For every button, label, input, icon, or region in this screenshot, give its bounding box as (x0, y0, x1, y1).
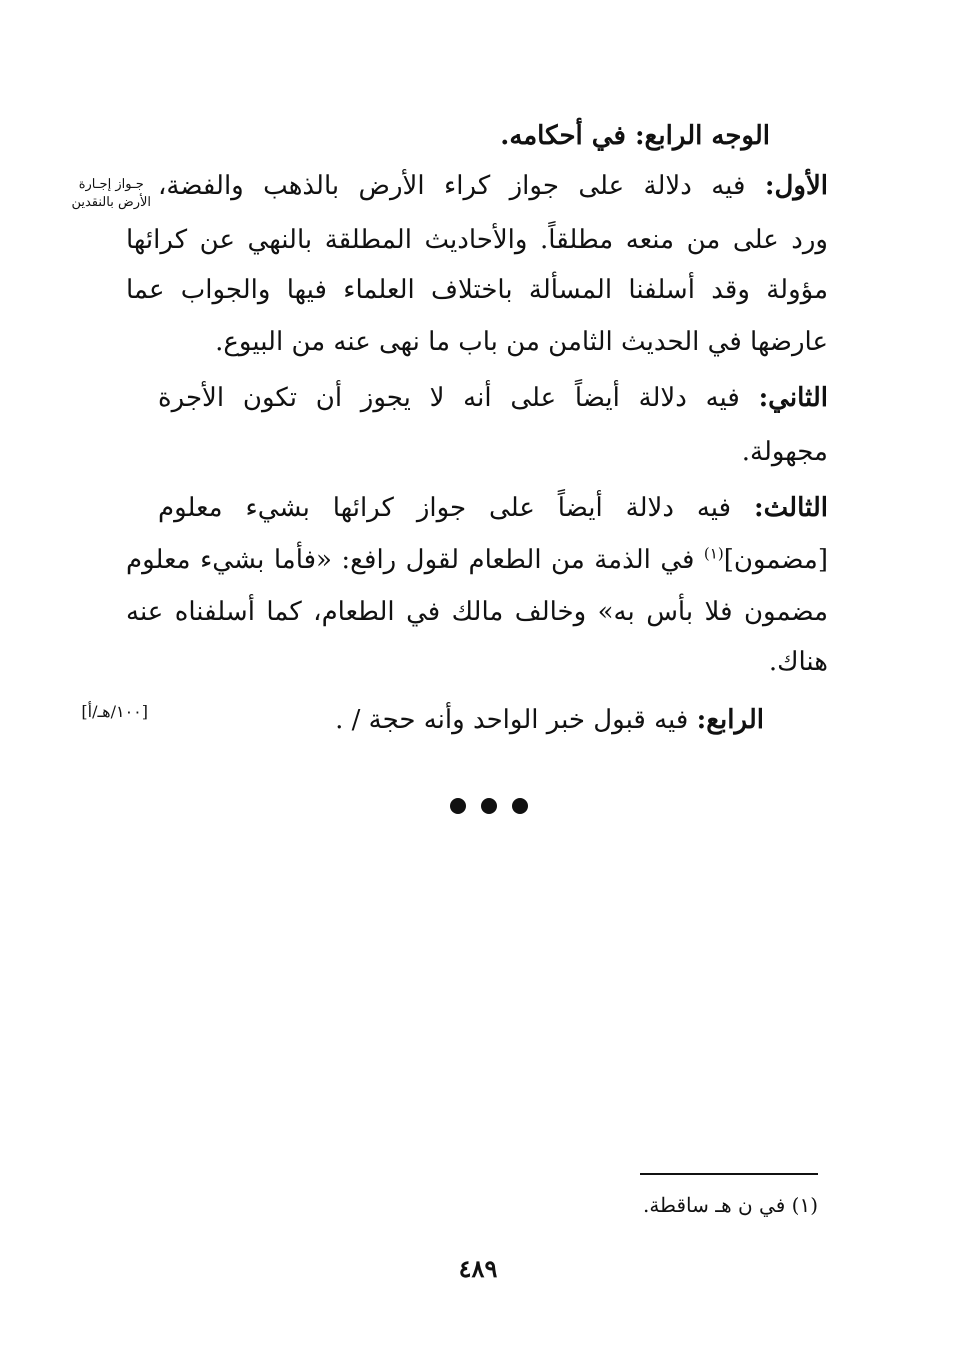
third-point-text-2: في الذمة من الطعام لقول رافع: «فأما بشيء معلوم (126, 545, 695, 575)
footnote (643, 1190, 818, 1220)
third-point-line-3: مضمون فلا بأس به» وخالف مالك في الطعام، كما أسلفناه عنه (126, 597, 828, 627)
folio-reference: [١٠٠/هـ/أ] (81, 702, 148, 721)
fourth-point-text: فيه قبول خبر الواحد وأنه حجة / . (335, 705, 689, 735)
section-separator (450, 798, 528, 814)
first-point-text-1: فيه دلالة على جواز كراء الأرض بالذهب والفضة، (158, 171, 746, 201)
third-point-label: الثالث: (754, 493, 828, 523)
second-point-text-1: فيه دلالة أيضاً على أنه لا يجوز أن تكون الأجرة (158, 383, 740, 413)
third-point-line-2 (126, 540, 828, 580)
section-heading: الوجه الرابع: في أحكامه. (500, 121, 770, 151)
first-point-line-2: ورد على من منعه مطلقاً. والأحاديث المطلقة بالنهي عن كرائها (126, 225, 828, 255)
third-point-line-4: هناك. (768, 647, 828, 677)
separator-dot (512, 798, 528, 814)
third-point-line-1 (158, 488, 828, 528)
margin-topic-line-1: جـواز إجـارة (78, 177, 144, 192)
footnote-rule (640, 1173, 818, 1175)
third-point-text-1: فيه دلالة أيضاً على جواز كرائها بشيء معلوم (158, 493, 732, 523)
third-point-bracket-word: [مضمون] (723, 545, 829, 575)
fourth-point-label: الرابع: (696, 705, 764, 735)
separator-dot (450, 798, 466, 814)
second-point-label: الثاني: (758, 383, 828, 413)
margin-topic-note (71, 176, 151, 212)
footnote-number: (١) (791, 1193, 818, 1217)
footnote-text: في ن هـ ساقطة. (642, 1193, 786, 1217)
first-point-line-4: عارضها في الحديث الثامن من باب ما نهى عنه من البيوع. (215, 327, 828, 357)
second-point-line-2: مجهولة. (741, 437, 828, 467)
footnote-ref-marker: (١) (703, 544, 724, 563)
fourth-point-line (335, 700, 764, 740)
first-point-line-1 (158, 166, 828, 206)
first-point-label: الأول: (764, 171, 829, 201)
first-point-line-3: مؤولة وقد أسلفنا المسألة باختلاف العلماء فيها والجواب عما (126, 275, 828, 305)
separator-dot (481, 798, 497, 814)
margin-topic-line-2: الأرض بالنقدين (71, 195, 151, 210)
second-point-line-1 (158, 378, 828, 418)
page-number: ٤٨٩ (458, 1254, 498, 1283)
